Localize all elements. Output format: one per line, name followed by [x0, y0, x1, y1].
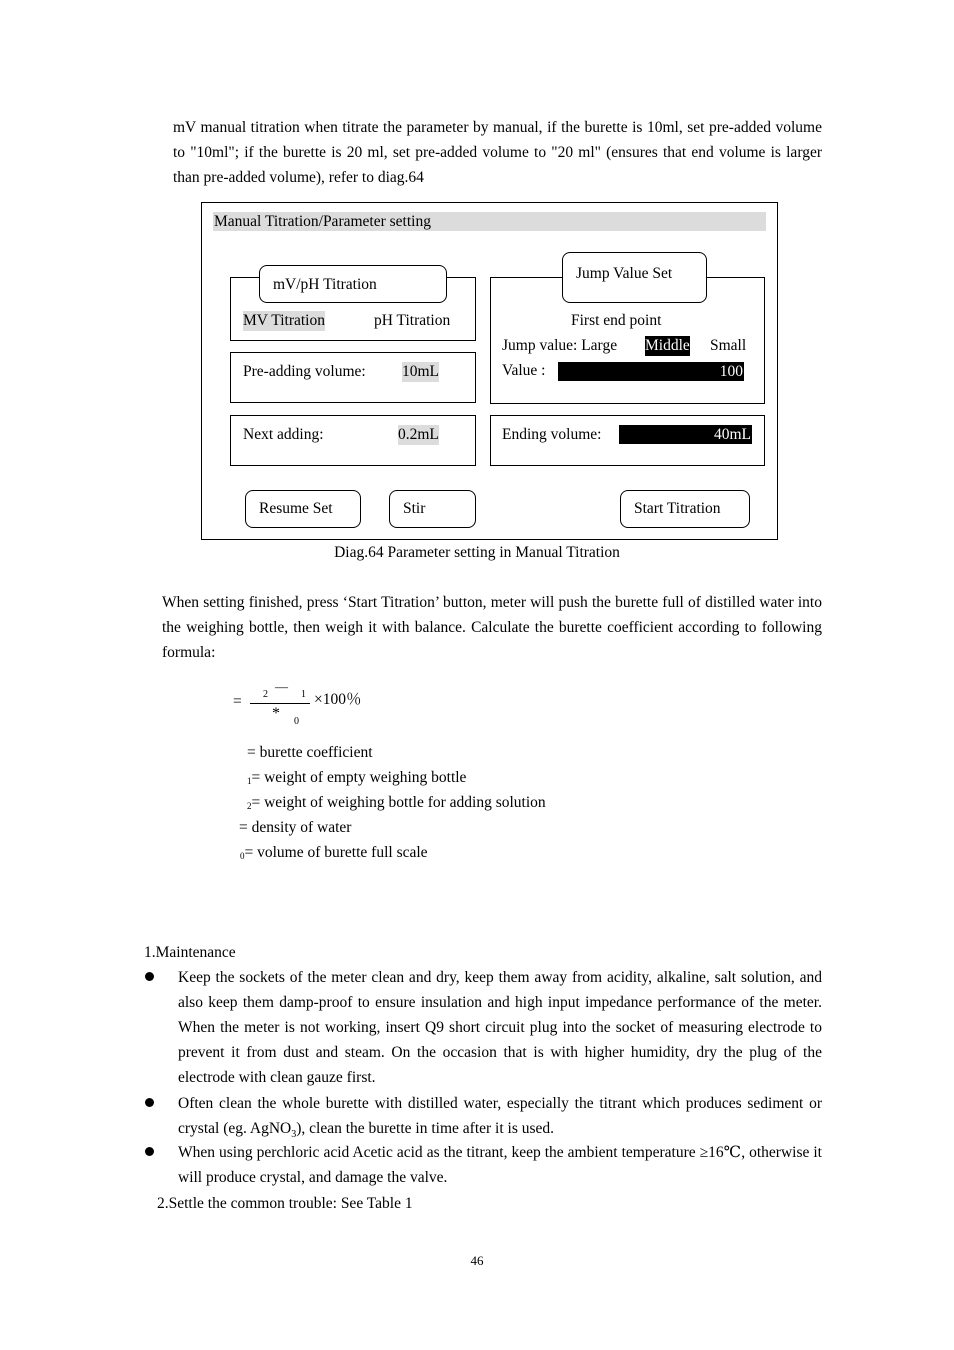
maintenance-bullet-1: Keep the sockets of the meter clean and dry, keep them away from acidity, alkaline, salt solution, and also keep them damp-proof to ensure insulation and high input impedance performance of the meter. When the meter is not working, insert Q9 short circuit plug into the socket of measuring electrode to prevent it from dust and steam. On the occasion that is with higher humidity, dry the plug of the electrode with clean gauze first.: [178, 969, 822, 1086]
pre-adding-label: Pre-adding volume:: [243, 363, 366, 380]
ph-titration-option[interactable]: pH Titration: [374, 312, 451, 329]
ending-volume-label: Ending volume:: [502, 426, 602, 443]
stir-button[interactable]: Stir: [389, 490, 476, 528]
maintenance-bullet-2: Often clean the whole burette with distilled water, especially the titrant which produces sediment or crystal (eg. AgNO$_3$), clean the burette in time after it is used.: [178, 1095, 822, 1141]
definition-line: = density of water: [239, 819, 352, 836]
next-adding-value[interactable]: 0.2mL: [398, 426, 439, 443]
jump-value-input[interactable]: 100: [558, 362, 744, 381]
intro-paragraph: mV manual titration when titrate the parameter by manual, if the burette is 10ml, set pre-added volume to "10ml"; if the burette is 20 ml, set pre-added volume to "20 ml" (ensures that end volume is larger than pre-added volume), refer to diag.64: [173, 119, 822, 186]
formula-star: *: [272, 705, 280, 722]
formula-num-sub-2: 2: [263, 689, 268, 700]
diagram-window-title: Manual Titration/Parameter setting: [213, 212, 766, 231]
bullet-dot-icon: [145, 1098, 154, 1107]
mode-group-label: mV/pH Titration: [259, 265, 447, 303]
mv-titration-option[interactable]: MV Titration: [243, 312, 325, 329]
page-number: 46: [470, 1253, 484, 1268]
value-label: Value :: [502, 362, 546, 379]
jump-middle-option[interactable]: Middle: [645, 337, 690, 354]
ending-volume-input[interactable]: 40mL: [619, 425, 752, 444]
formula-intro-paragraph: When setting finished, press ‘Start Titration’ button, meter will push the burette full of distilled water into the weighing bottle, then weigh it with balance. Calculate the burette coefficient according to following formula:: [162, 594, 822, 661]
jump-value-label: Jump value: Large: [502, 337, 618, 354]
fraction-bar: [250, 703, 310, 704]
definition-line: $_0$= volume of burette full scale: [240, 844, 428, 861]
pre-adding-value[interactable]: 10mL: [402, 363, 440, 380]
definition-line: = burette coefficient: [247, 744, 373, 761]
formula-equals: =: [233, 693, 242, 710]
formula-times-100: ×100％: [314, 691, 362, 708]
definition-line: $_1$= weight of empty weighing bottle: [247, 769, 467, 786]
jump-group-label: Jump Value Set: [562, 252, 707, 303]
diagram-caption: Diag.64 Parameter setting in Manual Titration: [334, 544, 620, 561]
trouble-line: 2.Settle the common trouble: See Table 1: [157, 1195, 413, 1212]
maintenance-bullet-3: When using perchloric acid Acetic acid as the titrant, keep the ambient temperature ≥16℃, otherwise it will produce crystal, and damage the valve.: [178, 1144, 822, 1186]
jump-small-option[interactable]: Small: [710, 337, 747, 354]
maintenance-heading: 1.Maintenance: [144, 944, 236, 961]
next-adding-label: Next adding:: [243, 426, 324, 443]
formula-minus: —: [275, 679, 288, 694]
start-titration-button[interactable]: Start Titration: [620, 490, 750, 528]
bullet-dot-icon: [145, 1147, 154, 1156]
first-end-point-label: First end point: [571, 312, 662, 329]
definition-line: $_2$= weight of weighing bottle for adding solution: [247, 794, 546, 811]
formula-num-sub-1: 1: [301, 689, 306, 700]
formula-den-sub-0: 0: [294, 716, 299, 727]
bullet-dot-icon: [145, 972, 154, 981]
resume-set-button[interactable]: Resume Set: [245, 490, 361, 528]
